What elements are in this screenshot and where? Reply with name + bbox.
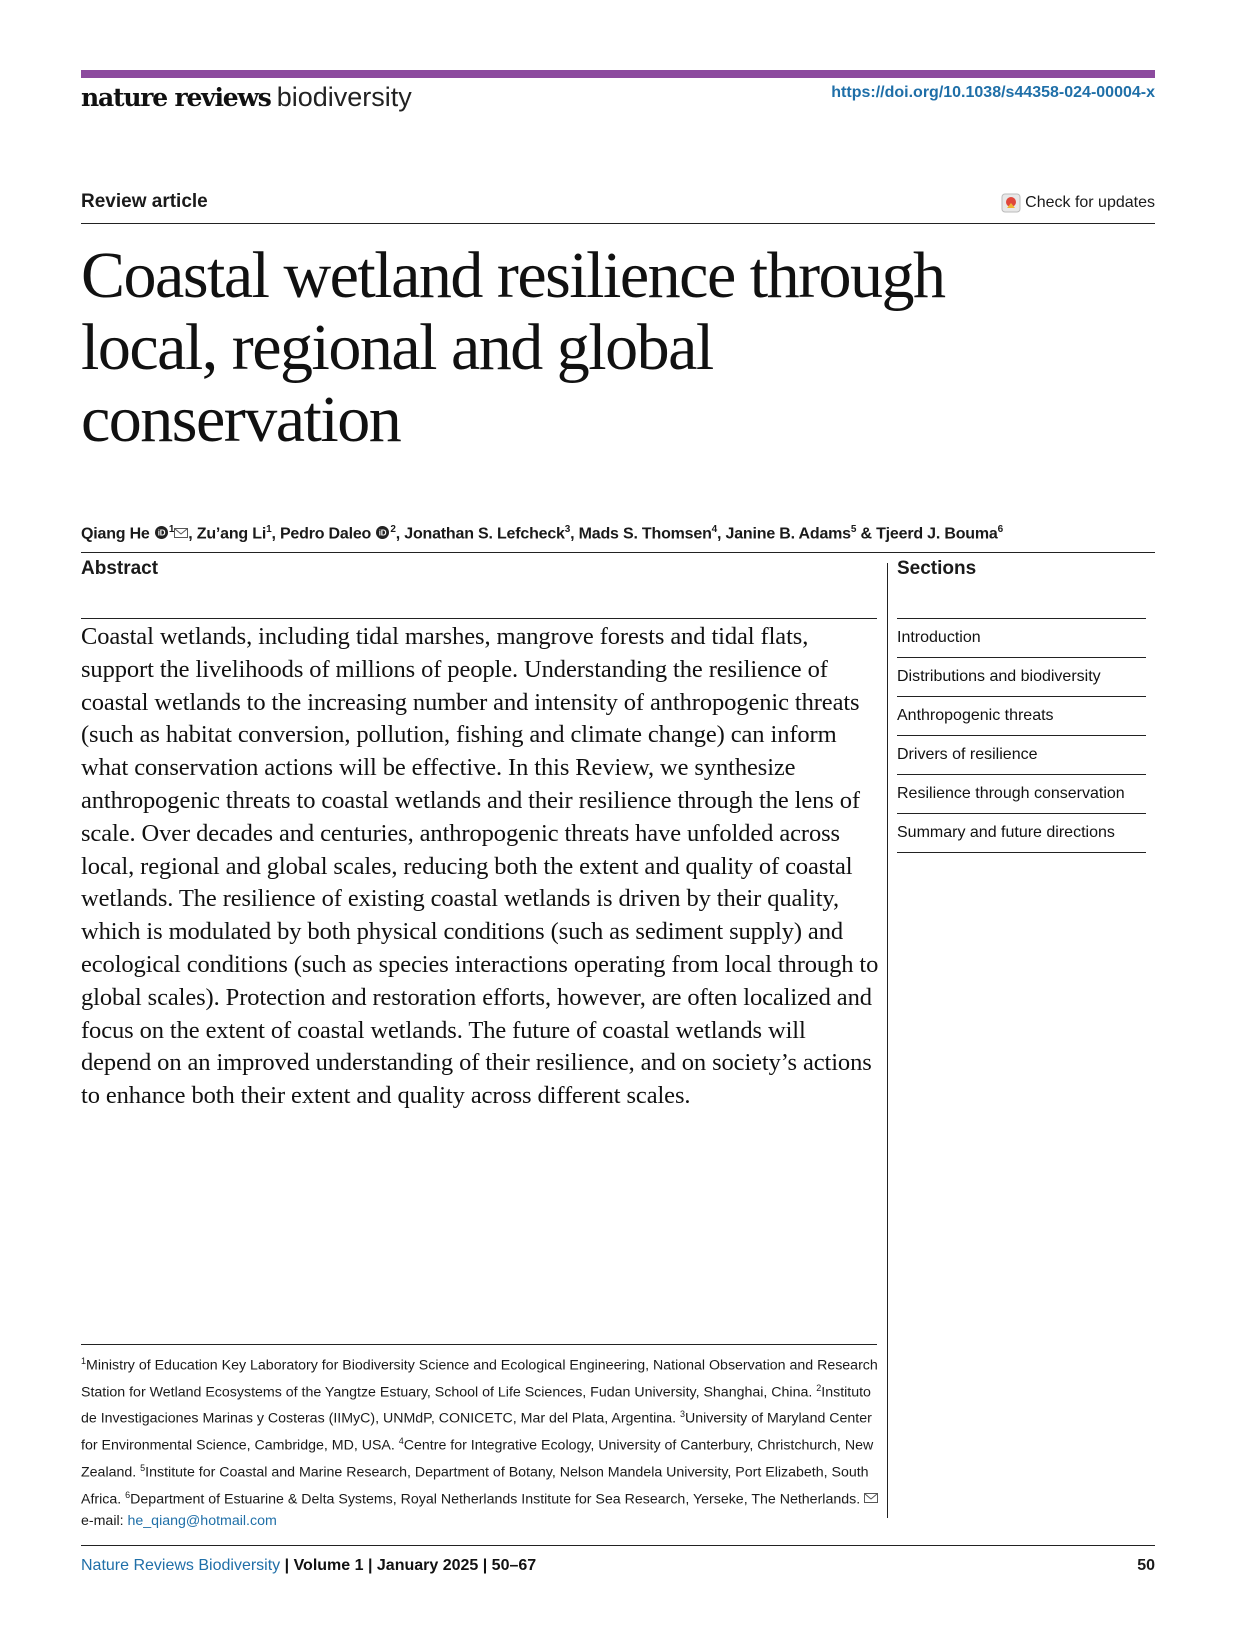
author-name[interactable]: Tjeerd J. Bouma xyxy=(876,525,998,543)
affiliation-marker: 3 xyxy=(679,1409,685,1420)
svg-text:iD: iD xyxy=(379,528,387,538)
affiliations-divider xyxy=(81,1344,877,1345)
affiliations xyxy=(81,1350,881,1532)
article-type: Review article xyxy=(81,191,208,212)
author-affiliation-marker: 4 xyxy=(711,524,718,535)
email-label: e-mail: xyxy=(81,1513,128,1530)
footer-date: January 2025 xyxy=(376,1557,479,1574)
section-link[interactable]: Resilience through conservation xyxy=(897,775,1146,814)
affiliation-text: Instituto de Investigaciones Marinas y Costeras (IIMyC), UNMdP, CONICETC, Mar del Plata, Argentina. xyxy=(81,1384,871,1428)
author-list: Qiang He iD $^1$ , Zu’ang Li$^1$, Pedro Daleo iD $^2$, Jonathan S. Lefcheck$^3$, Mads S. Thomsen$^4$, Janine B. Adams$^5$ & Tjeerd J. Bouma$^6$ xyxy=(81,524,1003,543)
journal-name-bold: nature reviews xyxy=(81,83,271,112)
abstract-heading: Abstract xyxy=(81,558,159,579)
author-name[interactable]: Zu’ang Li xyxy=(196,525,267,543)
affiliation-text: University of Maryland Center for Environmental Science, Cambridge, MD, USA. xyxy=(81,1411,872,1454)
affiliation-marker: 4 xyxy=(398,1436,404,1447)
footer-journal-link[interactable]: Nature Reviews Biodiversity xyxy=(81,1557,281,1574)
section-link[interactable]: Summary and future directions xyxy=(897,814,1146,853)
abstract-divider xyxy=(81,618,877,619)
author-affiliation-marker: 1 xyxy=(168,524,175,535)
check-updates-icon xyxy=(1001,193,1021,213)
page-number: 50 xyxy=(1137,1557,1155,1574)
affiliation-text: Institute for Coastal and Marine Research, Department of Botany, Nelson Mandela University, Port Elizabeth, South Africa. xyxy=(81,1464,869,1508)
footer-divider xyxy=(81,1545,1155,1546)
author-affiliation-marker: 1 xyxy=(266,524,272,535)
article-title: Coastal wetland resilience through local, regional and global conservation xyxy=(81,239,945,456)
author-affiliation-marker: 6 xyxy=(997,524,1003,535)
author-name[interactable]: Mads S. Thomsen xyxy=(578,525,712,543)
section-link[interactable]: Distributions and biodiversity xyxy=(897,658,1146,697)
authors-divider xyxy=(81,552,1155,553)
orcid-icon[interactable] xyxy=(376,526,389,539)
affiliation-marker: 2 xyxy=(816,1382,822,1393)
affiliation-marker: 6 xyxy=(125,1489,131,1500)
check-for-updates-button[interactable] xyxy=(1001,193,1155,213)
svg-text:iD: iD xyxy=(157,528,166,538)
email-icon[interactable] xyxy=(174,525,188,535)
section-link[interactable]: Drivers of resilience xyxy=(897,736,1146,775)
footer-volume: Volume 1 xyxy=(293,1557,364,1574)
citation-footer: Nature Reviews Biodiversity | Volume 1 | January 2025 | 50–67 xyxy=(81,1557,537,1574)
footer-pages: 50–67 xyxy=(491,1557,537,1574)
email-link[interactable]: he_qiang@hotmail.com xyxy=(127,1513,277,1530)
author-affiliation-marker: 2 xyxy=(390,524,396,535)
journal-masthead[interactable] xyxy=(81,80,412,115)
sections-nav xyxy=(897,618,1146,853)
author-name[interactable]: Pedro Daleo xyxy=(279,525,372,543)
affiliation-marker: 5 xyxy=(140,1462,146,1473)
author-name[interactable]: Jonathan S. Lefcheck xyxy=(404,525,565,543)
author-affiliation-marker: 3 xyxy=(564,524,571,535)
section-link[interactable]: Introduction xyxy=(897,619,1146,658)
author-name[interactable]: Qiang He xyxy=(81,525,150,543)
affiliation-text: Department of Estuarine & Delta Systems, Royal Netherlands Institute for Sea Research, Yerseke, The Netherlands. xyxy=(130,1491,865,1508)
affiliation-text: Ministry of Education Key Laboratory for Biodiversity Science and Ecological Engineering, National Observation and Research Station for Wetland Ecosystems of the Yangtze Estuary, School of Life Sciences, Fudan University, Shanghai, China. xyxy=(81,1357,878,1401)
column-divider xyxy=(887,563,888,1518)
author-name[interactable]: Janine B. Adams xyxy=(725,525,851,543)
top-accent-bar xyxy=(81,70,1155,78)
abstract-text: Coastal wetlands, including tidal marshes, mangrove forests and tidal flats, support the livelihoods of millions of people. Understanding the resilience of coastal wetlands to the increasing number and intensity of anthropogenic threats (such as habitat conversion, pollution, fishing and climate change) can inform what conservation actions will be effective. In this Review, we synthesize anthropogenic threats to coastal wetlands and their resilience through the lens of scale. Over decades and centuries, anthropogenic threats have unfolded across local, regional and global scales, reducing both the extent and quality of coastal wetlands. The resilience of existing coastal wetlands is driven by their quality, which is modulated by both physical conditions (such as sediment supply) and ecological conditions (such as species interactions operating from local through to global scales). Protection and restoration efforts, however, are often localized and focus on the extent of coastal wetlands. The future of coastal wetlands will depend on an improved understanding of their resilience, and on society’s actions to enhance both their extent and quality across different scales. xyxy=(81,623,879,1110)
sections-heading: Sections xyxy=(897,558,977,579)
orcid-icon[interactable] xyxy=(155,526,168,539)
header-divider xyxy=(81,223,1155,224)
doi-link[interactable]: https://doi.org/10.1038/s44358-024-00004-x xyxy=(831,84,1155,101)
check-updates-label: Check for updates xyxy=(1025,194,1155,211)
email-icon xyxy=(864,1488,878,1498)
journal-name-light: biodiversity xyxy=(276,82,412,112)
author-affiliation-marker: 5 xyxy=(850,524,857,535)
section-link[interactable]: Anthropogenic threats xyxy=(897,697,1146,736)
affiliation-text: Centre for Integrative Ecology, University of Canterbury, Christchurch, New Zealand. xyxy=(81,1437,874,1481)
affiliation-marker: 1 xyxy=(81,1356,87,1366)
